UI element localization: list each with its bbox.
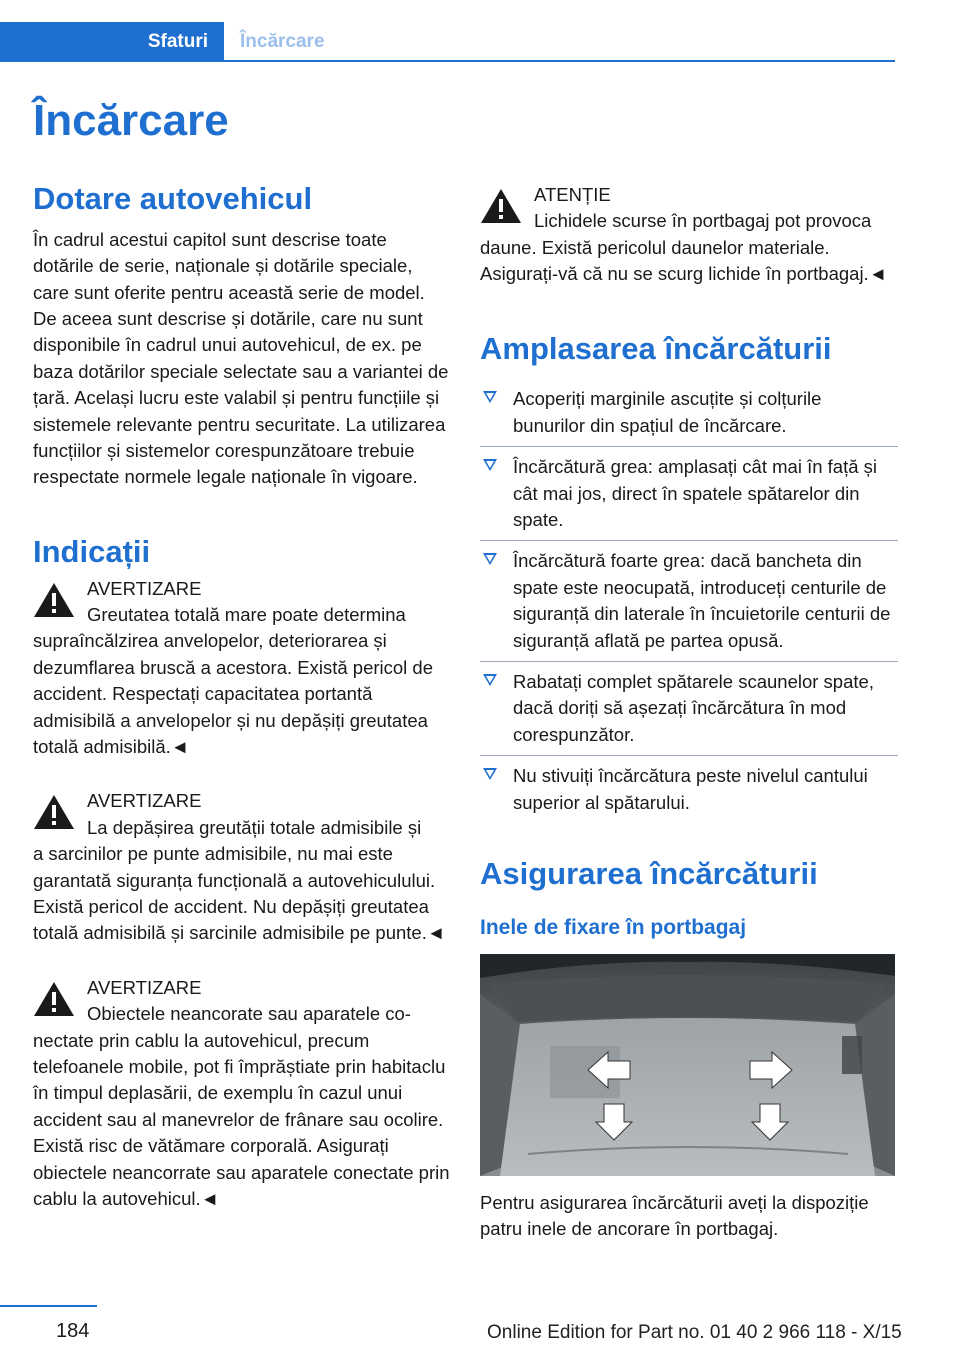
warning-block-1 bbox=[33, 576, 451, 761]
equipment-text: În cadrul acestui capitol sunt descrise toate dotările de serie, naționale și dotările speciale, care sunt oferite pentru această serie de model. De aceea sunt descrise și dotările, care nu sunt disponibile în cadrul unui autovehicul, de ex. pe baza dotărilor speciale selectate sau a variantei de țară. Același lucru este valabil și pentru funcțiile și sistemele relevante pentru securitate. La utilizarea funcțiilor și sistemelor corespunzătoare trebuie respectate normele legale naționale în vigoare. bbox=[33, 228, 449, 488]
warning-text: supraîncălzirea anvelopelor, deteriorarea și dezumflarea bruscă a acestora. Există pericol de accident. Respectați capacitatea portantă admisibilă a anvelopelor și nu depășiți greutatea totală admisibilă.◄ bbox=[33, 630, 434, 757]
page-title: Încărcare bbox=[33, 96, 229, 145]
header-section-tab[interactable]: Sfaturi bbox=[0, 22, 224, 62]
header-bar bbox=[0, 22, 895, 62]
warning-text: a sarcinilor pe punte admisibile, nu mai este garantată siguranța funcțională a autovehiculului. Există pericol de accident. Nu depășiți greutatea totală admisibilă și sarcinile admisibile pe punte.◄ bbox=[33, 843, 446, 944]
warning-block-2 bbox=[33, 788, 451, 946]
warning-label: AVERTIZARE bbox=[87, 577, 202, 599]
list-item: Rabatați complet spătarele scaunelor spate, dacă doriți să așezați încărcătura în mod corespunzător. bbox=[480, 669, 898, 756]
warning-icon bbox=[480, 188, 522, 224]
equipment-heading: Dotare autovehicul bbox=[33, 181, 313, 216]
header-subsection-tab[interactable]: Încărcare bbox=[240, 31, 325, 52]
rings-subheading: Inele de fixare în portbagaj bbox=[480, 915, 747, 939]
notes-heading: Indicații bbox=[33, 533, 151, 569]
right-column bbox=[480, 182, 898, 1243]
rings-text: Pentru asigurarea încărcăturii aveți la dispoziție patru inele de ancorare în portbagaj. bbox=[480, 1191, 869, 1240]
warning-first-line: Obiectele neancorate sau aparatele co- bbox=[87, 1003, 411, 1025]
warning-label: AVERTIZARE bbox=[87, 790, 202, 812]
warning-block-3 bbox=[33, 975, 451, 1213]
trunk-photo bbox=[480, 954, 895, 1176]
warning-icon bbox=[33, 582, 75, 618]
footer-divider bbox=[0, 1305, 97, 1307]
list-item: Încărcătură foarte grea: dacă bancheta din spate este neocupată, introduceți centurile de siguranță din laterale în încuietorile centurii de siguranță aflată pe partea opusă. bbox=[480, 548, 898, 662]
triangle-bullet-icon bbox=[483, 459, 497, 471]
warning-icon bbox=[33, 794, 75, 830]
caution-block bbox=[480, 182, 898, 288]
triangle-bullet-icon bbox=[483, 768, 497, 780]
placement-list bbox=[480, 386, 898, 823]
caution-first-line: Lichidele scurse în portbagaj pot provoca bbox=[534, 210, 872, 232]
placement-heading: Amplasarea încărcăturii bbox=[480, 330, 832, 366]
edition-text: Online Edition for Part no. 01 40 2 966 118 - X/15 bbox=[487, 1322, 902, 1343]
trunk-illustration bbox=[480, 954, 895, 1176]
warning-text: nectate prin cablu la autovehicul, precum telefoanele mobile, pot fi împrăștiate prin habitaclu în timpul deplasării, de exemplu în cazul unui accident sau al manevrelor de frânare sau ocolire. Există risc de vătămare corporală. Asigurați obiectele neancorrate sau aparatele conectate prin cablu la autovehicul.◄ bbox=[33, 1029, 450, 1210]
triangle-bullet-icon bbox=[483, 674, 497, 686]
triangle-bullet-icon bbox=[483, 391, 497, 403]
list-item: Încărcătură grea: amplasați cât mai în față și cât mai jos, direct în spatele spătarelor din spate. bbox=[480, 454, 898, 541]
triangle-bullet-icon bbox=[483, 553, 497, 565]
caution-text: daune. Există pericolul daunelor materiale. Asigurați-vă că nu se scurg lichide în portbagaj.◄ bbox=[480, 236, 888, 285]
securing-heading: Asigurarea încărcăturii bbox=[480, 856, 818, 892]
page-number: 184 bbox=[56, 1320, 90, 1342]
left-column bbox=[33, 180, 451, 1213]
list-item: Acoperiți marginile ascuțite și colțurile bunurilor din spațiul de încărcare. bbox=[480, 386, 898, 447]
warning-label: AVERTIZARE bbox=[87, 976, 202, 998]
warning-icon bbox=[33, 981, 75, 1017]
list-item: Nu stivuiți încărcătura peste nivelul cantului superior al spătarului. bbox=[480, 763, 898, 823]
caution-label: ATENȚIE bbox=[534, 184, 611, 205]
warning-first-line: Greutatea totală mare poate determina bbox=[87, 603, 406, 625]
warning-first-line: La depășirea greutății totale admisibile și bbox=[87, 816, 422, 838]
